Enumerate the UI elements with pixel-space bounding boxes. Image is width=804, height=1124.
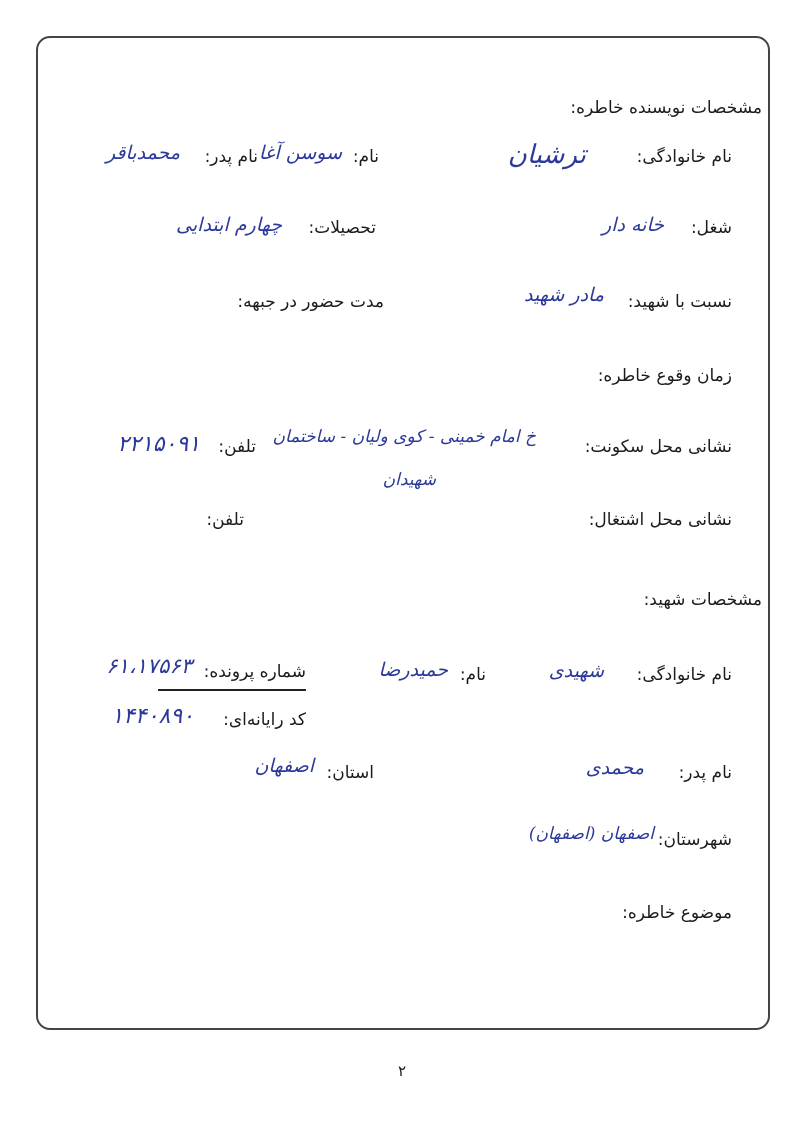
writer-address-label: نشانی محل سکونت:: [584, 437, 732, 457]
martyr-name-label: نام:: [459, 665, 486, 685]
writer-edu-label: تحصیلات:: [308, 218, 376, 238]
martyr-family-value: شهیدی: [548, 660, 604, 682]
martyr-code-value: ۱۴۴۰۸۹۰: [111, 704, 194, 729]
writer-phone-value: ۲۲۱۵۰۹۱: [117, 432, 200, 457]
martyr-city-label: شهرستان:: [657, 830, 732, 850]
writer-work-label: نشانی محل اشتغال:: [588, 510, 732, 530]
form-frame: [36, 36, 770, 1030]
martyr-province-value: اصفهان: [254, 755, 314, 777]
martyr-father-label: نام پدر:: [678, 763, 732, 783]
writer-name-label: نام:: [352, 147, 379, 167]
writer-father-label: نام پدر:: [204, 147, 258, 167]
martyr-name-value: حمیدرضا: [378, 659, 448, 681]
writer-relation-label: نسبت با شهید:: [627, 292, 732, 312]
writer-time-label: زمان وقوع خاطره:: [597, 366, 732, 386]
writer-family-label: نام خانوادگی:: [636, 147, 732, 167]
martyr-file-underline: [158, 689, 306, 691]
writer-phone-label: تلفن:: [218, 437, 256, 457]
writer-family-value: ترشیان: [507, 140, 586, 170]
writer-job-label: شغل:: [690, 218, 732, 238]
martyr-heading: مشخصات شهید:: [643, 590, 762, 610]
writer-address-value-2: شهیدان: [382, 470, 436, 490]
writer-relation-value: مادر شهید: [523, 284, 604, 306]
writer-address-value-1: خ امام خمینی - کوی ولیان - ساختمان: [272, 427, 536, 447]
writer-edu-value: چهارم ابتدایی: [176, 214, 282, 236]
martyr-family-label: نام خانوادگی:: [636, 665, 732, 685]
martyr-province-label: استان:: [326, 763, 374, 783]
writer-work-phone-label: تلفن:: [206, 510, 244, 530]
martyr-code-label: کد رایانه‌ای:: [223, 710, 306, 730]
page-number: ۲: [398, 1062, 407, 1080]
writer-father-value: محمدباقر: [105, 142, 180, 164]
writer-name-value: سوسن آغا: [258, 142, 342, 164]
martyr-father-value: محمدی: [585, 757, 644, 779]
martyr-file-value: ۶۱،۱۷۵۶۳: [106, 654, 192, 678]
writer-job-value: خانه دار: [602, 214, 664, 236]
martyr-city-value: اصفهان (اصفهان): [528, 824, 654, 844]
writer-duration-label: مدت حضور در جبهه:: [237, 292, 384, 312]
martyr-file-label: شماره پرونده:: [203, 662, 306, 682]
writer-heading: مشخصات نویسنده خاطره:: [570, 98, 762, 118]
subject-label: موضوع خاطره:: [622, 903, 732, 923]
